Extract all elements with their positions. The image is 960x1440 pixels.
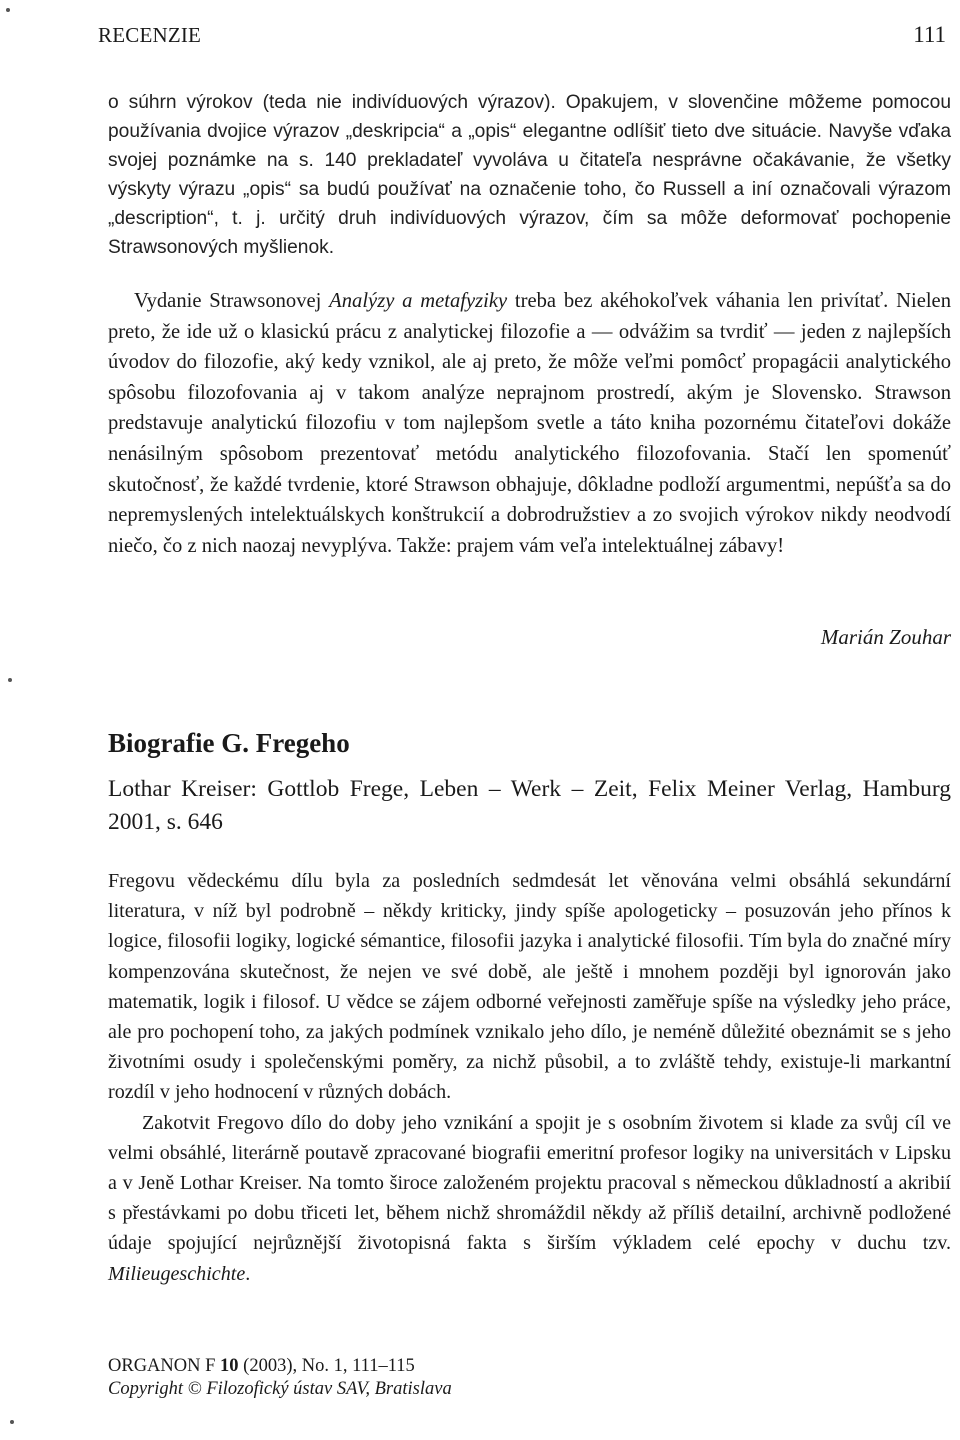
paragraph [108,286,951,561]
scan-speck [10,1420,14,1424]
page-number: 111 [913,22,946,47]
paragraph [108,1108,951,1289]
review-conclusion-text [108,286,951,561]
journal-name: ORGANON F [108,1356,221,1376]
text-run: Vydanie Strawsonovej [134,290,330,312]
scan-speck [8,678,12,682]
reviewer-signature: Marián Zouhar [820,625,951,649]
page-footer [108,1355,452,1401]
journal-citation [108,1355,452,1378]
book-reference: Lothar Kreiser: Gottlob Frege, Leben – Werk – Zeit, Felix Meiner Verlag, Hamburg 2001, s. 646 [108,776,951,835]
italic-term: Milieugeschichte [108,1262,246,1285]
text-run: treba bez akéhokoľvek váhania len privítať. Nielen preto, že ide už o klasickú prácu z analytickej filozofie a — odvážim sa tvrdiť — jeden z najlepších úvodov do filozofie, aký kedy vznikol, ale aj preto, že môže veľmi pomôcť propagácii analytického spôsobu filozofovania aj v takom analýze neprajnom prostredí, akým je Slovensko. Strawson predstavuje analytickú filozofiu v tom najlepšom svetle a táto kniha pozornému čitateľovi dokáže nenásilným spôsobom prezentovať metódu analytického filozofovania. Stačí len spomenúť skutočnosť, že každé tvrdenie, ktoré Strawson obhajuje, dôkladne podloží argumentmi, nepúšťa sa do nepremyslených intelektuálskych konštrukcií a dobrodružstiev a zo svojich výrokov nikdy neodvodí niečo, čo z nich naozaj nevyplýva. Takže: prajem vám veľa intelektuálnej zábavy! [108,290,951,557]
copyright-line: Copyright © Filozofický ústav SAV, Bratislava [108,1379,452,1399]
paragraph: o súhrn výrokov (teda nie indivíduových výrazov). Opakujem, v slovenčine môžeme pomocou používania dvojice výrazov „deskripcia“ a „opis“ elegantne odlíšiť tieto dve situácie. Navyše vďaka svojej poznámke na s. 140 prekladateľ vyvoláva u čitateľa nesprávne očakávanie, že všetky výskyty výrazu „opis“ sa budú používať na označenie toho, čo Russell a iní označovali výrazom „description“, t. j. určitý druh indivíduových výrazov, čím sa môže deformovať pochopenie Strawsonových myšlienok. [108,92,951,258]
journal-issue: (2003), No. 1, 111–115 [238,1356,415,1376]
paragraph: Fregovu vědeckému dílu byla za posledních sedmdesát let věnována velmi obsáhlá sekundární literatura, v níž byl podrobně – někdy kriticky, jindy spíše apologeticky – posuzován jeho přínos k logice, filosofii logiky, logické sémantice, filosofii jazyka i analytické filosofii. Tím byla do značné míry kompenzována skutečnost, že nejen ve své době, ale ještě i mnohem později byl ignorován jako matematik, logik i filosof. U vědce se zájem odborné veřejnosti zaměřuje spíše na výsledky jeho práce, ale pro pochopení toho, za jakých podmínek vznikalo jeho dílo, je neméně důležité obeznámit se s jeho životními osudy i společenskými poměry, za nichž působil, a to zvláště tehdy, existuje-li markantní rozdíl v jeho hodnocení v různých dobách. [108,870,951,1104]
running-head [98,20,946,50]
text-run: Zakotvit Fregovo dílo do doby jeho vznikání a spojit je s osobním životem si klade za svůj cíl ve velmi obsáhlé, literárně poutavě zpracované biografii emeritní profesor logiky na universitách v Lipsku a v Jeně Lothar Kreiser. Na tomto široce založeném projektu pracoval s německou důkladností a akribií s přestávkami po dobu třiceti let, během nichž shromáždil někdy až příliš detailní, archivně podložené údaje spojující nejrůznější životopisná fakta s širším výkladem celé epochy v duchu tzv. [108,1111,951,1255]
section-title: RECENZIE [98,23,202,47]
text-run: . [245,1262,251,1285]
review-continuation-text [108,88,951,262]
review-heading: Biografie G. Fregeho [108,728,350,758]
scan-speck [6,8,10,12]
book-title: Analýzy a metafyziky [329,290,508,312]
review-body [108,866,951,1289]
document-page [98,0,951,1440]
journal-volume: 10 [220,1356,239,1376]
